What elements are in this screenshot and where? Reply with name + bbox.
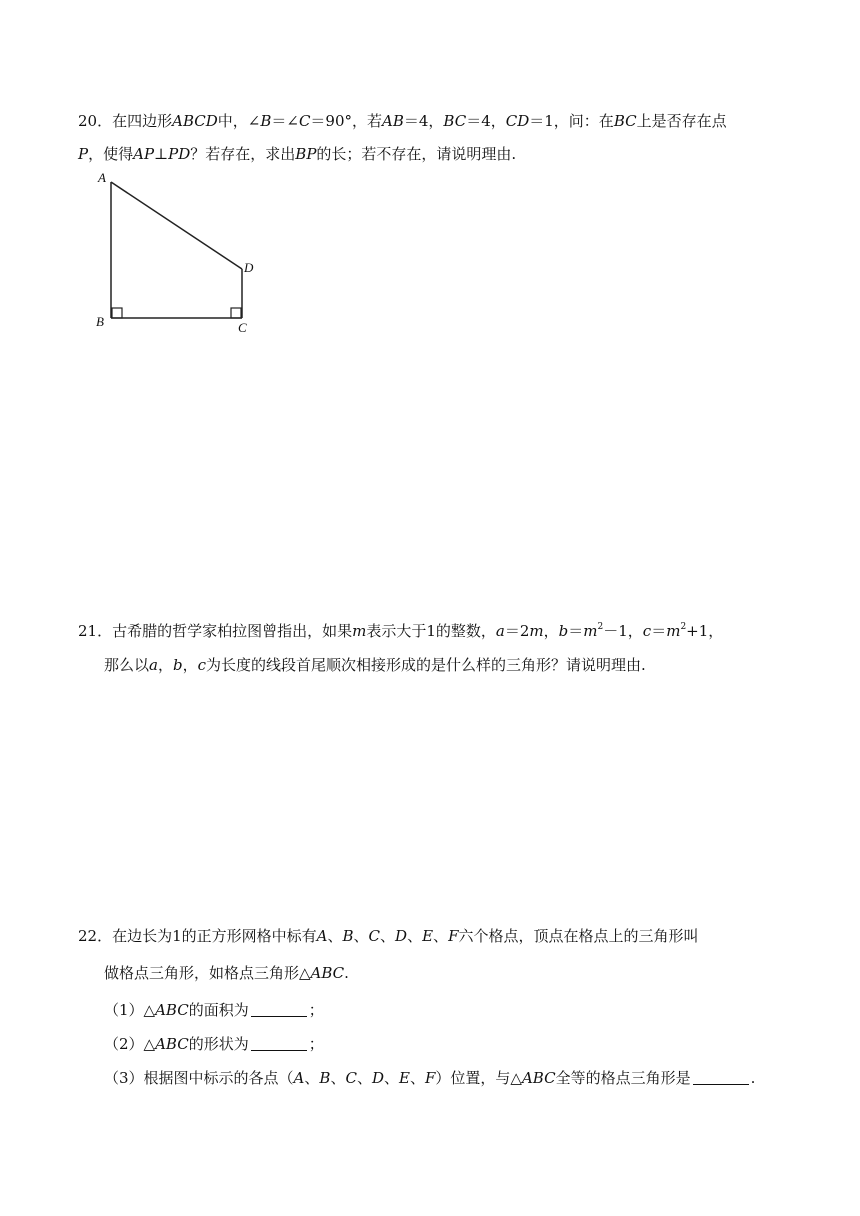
- q20-text: ＝90°，若: [310, 112, 383, 130]
- q22-text: D: [395, 927, 408, 945]
- q22-text: （2）△: [104, 1035, 156, 1053]
- q22-text: A: [293, 1069, 305, 1087]
- q21-text: m: [352, 622, 367, 640]
- q22-text: C: [345, 1069, 357, 1087]
- q22-text: F: [424, 1069, 436, 1087]
- q22-text: 、: [356, 1069, 372, 1087]
- q20-text: 上是否存在点: [636, 112, 727, 130]
- q21-text: b: [172, 656, 183, 674]
- q20-line-2: [78, 144, 516, 164]
- q22-text: 全等的格点三角形是: [555, 1069, 691, 1087]
- label-a: A: [98, 170, 106, 185]
- q22-sub-2: [104, 1034, 324, 1054]
- q21-text: ，: [182, 656, 198, 674]
- q22-text: ABC: [155, 1001, 189, 1019]
- q22-text: 、: [380, 927, 396, 945]
- q22-text: ；: [308, 1035, 324, 1053]
- q21-text: ，: [543, 622, 559, 640]
- q21-number: 21．: [78, 622, 113, 640]
- q22-text: ；: [308, 1001, 324, 1019]
- q22-text: （3）根据图中标示的各点（: [104, 1069, 294, 1087]
- q22-text: B: [342, 927, 354, 945]
- q22-text: 、: [407, 927, 423, 945]
- q22-text: ABC: [310, 964, 345, 982]
- q22-text: E: [399, 1069, 410, 1087]
- q22-text: （1）△: [104, 1001, 156, 1019]
- q21-text: c: [642, 622, 652, 640]
- q22-text: 的面积为: [188, 1001, 249, 1019]
- q21-text: m: [583, 622, 598, 640]
- q22-text: 的形状为: [188, 1035, 249, 1053]
- q22-text: 、: [304, 1069, 320, 1087]
- q20-line-1: [78, 111, 727, 131]
- q22-text: .: [344, 964, 349, 982]
- q21-text: a: [149, 656, 158, 674]
- right-angle-mark-c: [231, 308, 241, 318]
- q20-text: C: [298, 112, 311, 130]
- q22-text: B: [319, 1069, 331, 1087]
- q20-text: 的长；若不存在，请说明理由.: [316, 145, 517, 163]
- q21-text: ＝2: [504, 622, 530, 640]
- q21-text: b: [558, 622, 569, 640]
- q22-text: C: [368, 927, 381, 945]
- q22-text: 、: [353, 927, 369, 945]
- q20-text: BP: [295, 145, 317, 163]
- q22-text: 做格点三角形，如格点三角形△: [104, 964, 311, 982]
- q20-text: ＝4，: [403, 112, 444, 130]
- q21-line-1: [78, 617, 723, 641]
- q20-text: ＝1，问：在: [529, 112, 614, 130]
- q20-text: P: [78, 145, 89, 163]
- q20-text: 在四边形: [112, 112, 173, 130]
- q22-line-2: [104, 963, 349, 983]
- q22-text: ）位置，与△: [435, 1069, 522, 1087]
- q22-text: ABC: [155, 1035, 189, 1053]
- q21-text: +1，: [686, 622, 724, 640]
- q20-text: B: [260, 112, 272, 130]
- q21-text: m: [529, 622, 544, 640]
- q22-text: 、: [409, 1069, 425, 1087]
- q20-text: 中，∠: [217, 112, 261, 130]
- q21-text: m: [666, 622, 681, 640]
- q20-text: CD: [505, 112, 530, 130]
- q22-text: 六个格点，顶点在格点上的三角形叫: [458, 927, 699, 945]
- q21-text: 为长度的线段首尾顺次相接形成的是什么样的三角形？请说明理由.: [206, 656, 646, 674]
- q20-text: AB: [382, 112, 404, 130]
- q22-text: .: [750, 1069, 756, 1087]
- q21-exponent: 2: [680, 622, 687, 632]
- q21-text: a: [495, 622, 505, 640]
- label-d: D: [244, 260, 254, 275]
- right-angle-mark-b: [112, 308, 122, 318]
- answer-blank-2[interactable]: [251, 1036, 307, 1051]
- q20-text: ？若存在，求出: [190, 145, 296, 163]
- q20-text: BC: [613, 112, 637, 130]
- q21-text: ＝: [651, 622, 667, 640]
- q22-number: 22．: [78, 927, 113, 945]
- q21-line-2: [104, 655, 646, 675]
- q22-text: E: [422, 927, 434, 945]
- q22-text: 、: [383, 1069, 399, 1087]
- q22-line-1: [78, 926, 699, 946]
- q20-text: PD: [168, 145, 191, 163]
- q22-sub-1: [104, 1000, 324, 1020]
- q20-text: ⊥: [154, 145, 169, 163]
- side-da: [111, 182, 242, 269]
- q22-text: D: [371, 1069, 384, 1087]
- q22-text: ABC: [521, 1069, 556, 1087]
- q22-text: A: [316, 927, 328, 945]
- q21-text: 表示大于1的整数，: [366, 622, 496, 640]
- q20-text: ，使得: [88, 145, 134, 163]
- label-c: C: [238, 320, 247, 335]
- q20-text: AP: [133, 145, 155, 163]
- quadrilateral-figure: [92, 168, 272, 338]
- q20-text: ＝∠: [271, 112, 299, 130]
- q22-text: 、: [327, 927, 343, 945]
- q20-text: ABCD: [172, 112, 218, 130]
- q22-text: F: [448, 927, 459, 945]
- answer-blank-3[interactable]: [693, 1070, 749, 1085]
- q20-text: BC: [443, 112, 467, 130]
- q20-text: ＝4，: [466, 112, 506, 130]
- q21-text: 那么以: [104, 656, 150, 674]
- q21-text: －1，: [603, 622, 643, 640]
- label-b: B: [96, 314, 104, 329]
- q21-exponent: 2: [597, 622, 604, 632]
- q20-number: 20．: [78, 112, 113, 130]
- q22-text: 、: [433, 927, 449, 945]
- q22-text: 在边长为1的正方形网格中标有: [112, 927, 317, 945]
- q21-text: ＝: [568, 622, 584, 640]
- q22-text: 、: [330, 1069, 346, 1087]
- q21-text: c: [197, 656, 207, 674]
- q22-sub-3: [104, 1068, 755, 1088]
- q21-text: ，: [157, 656, 173, 674]
- q21-text: 古希腊的哲学家柏拉图曾指出，如果: [112, 622, 353, 640]
- answer-blank-1[interactable]: [251, 1002, 307, 1017]
